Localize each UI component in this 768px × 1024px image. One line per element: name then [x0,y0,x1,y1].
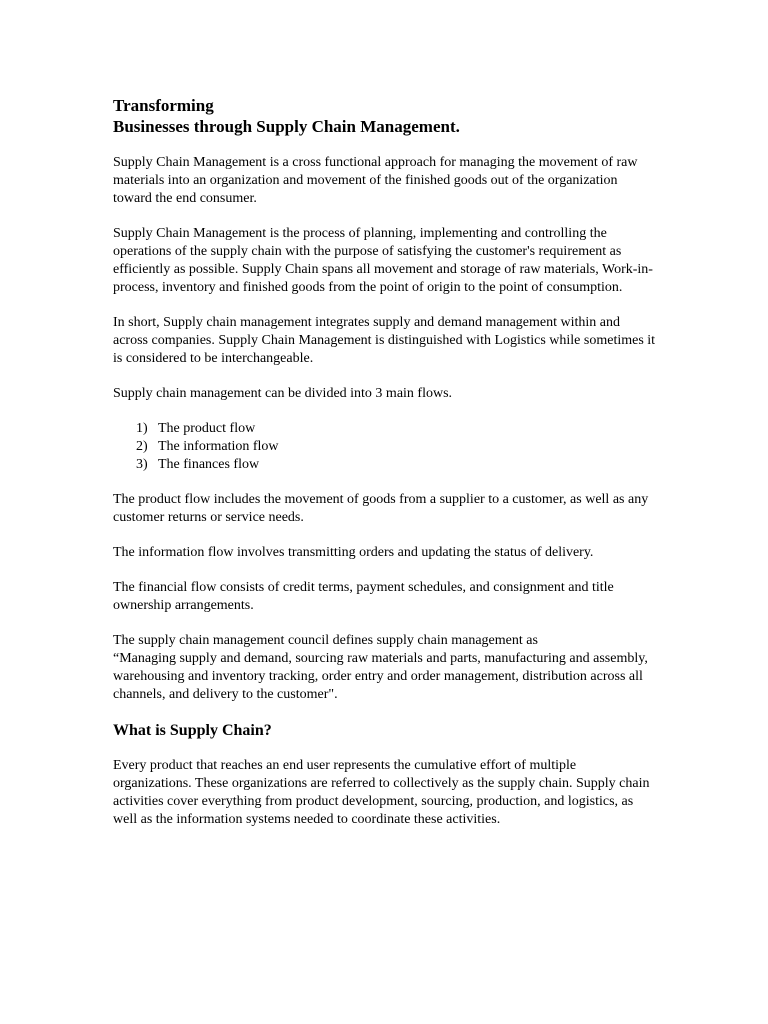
paragraph-information-flow: The information flow involves transmitting orders and updating the status of delivery. [113,545,594,560]
document-page [113,95,658,846]
list-item-text: The finances flow [158,457,260,472]
list-item-number: 3) [136,457,148,472]
paragraph-product-flow: The product flow includes the movement of goods from a supplier to a customer, as well as any customer returns or service needs. [113,492,649,525]
paragraph-main-flows: Supply chain management can be divided into 3 main flows. [113,386,453,401]
list-item [136,438,658,456]
council-definition [113,632,658,704]
list-item-number: 1) [136,421,148,436]
paragraph-process: Supply Chain Management is the process of planning, implementing and controlling the operations of the supply chain with the purpose of satisfying the customer's requirement as efficiently as possible. Supply Chain spans all movement and storage of raw materials, Work-in-process, inventory and finished goods from the point of origin to the point of consumption. [113,226,653,295]
paragraph-definition: Supply Chain Management is a cross functional approach for managing the movement of raw materials into an organization and movement of the finished goods out of the organization toward the end consumer. [113,155,638,206]
section-heading: What is Supply Chain? [113,722,272,739]
list-item-number: 2) [136,439,148,454]
title-line-1: Transforming [113,96,214,115]
paragraph-supply-chain: Every product that reaches an end user represents the cumulative effort of multiple organizations. These organizations are referred to collectively as the supply chain. Supply chain activities cover everything from product development, sourcing, production, and logistics, as well as the information systems needed to coordinate these activities. [113,758,650,827]
title-line-2: Businesses through Supply Chain Management. [113,117,460,136]
list-item [136,420,658,438]
paragraph-in-short: In short, Supply chain management integrates supply and demand management within and across companies. Supply Chain Management is distinguished with Logistics while sometimes it is considered to be interchangeable. [113,315,656,366]
document-title [113,95,658,137]
paragraph-financial-flow: The financial flow consists of credit terms, payment schedules, and consignment and title ownership arrangements. [113,580,614,613]
list-item [136,456,658,474]
list-item-text: The product flow [158,421,256,436]
council-quote: “Managing supply and demand, sourcing raw materials and parts, manufacturing and assembly, warehousing and inventory tracking, order entry and order management, distribution across all channels, and delivery to the customer". [113,651,648,702]
flows-list [113,420,658,474]
council-intro: The supply chain management council defines supply chain management as [113,633,538,648]
list-item-text: The information flow [158,439,279,454]
